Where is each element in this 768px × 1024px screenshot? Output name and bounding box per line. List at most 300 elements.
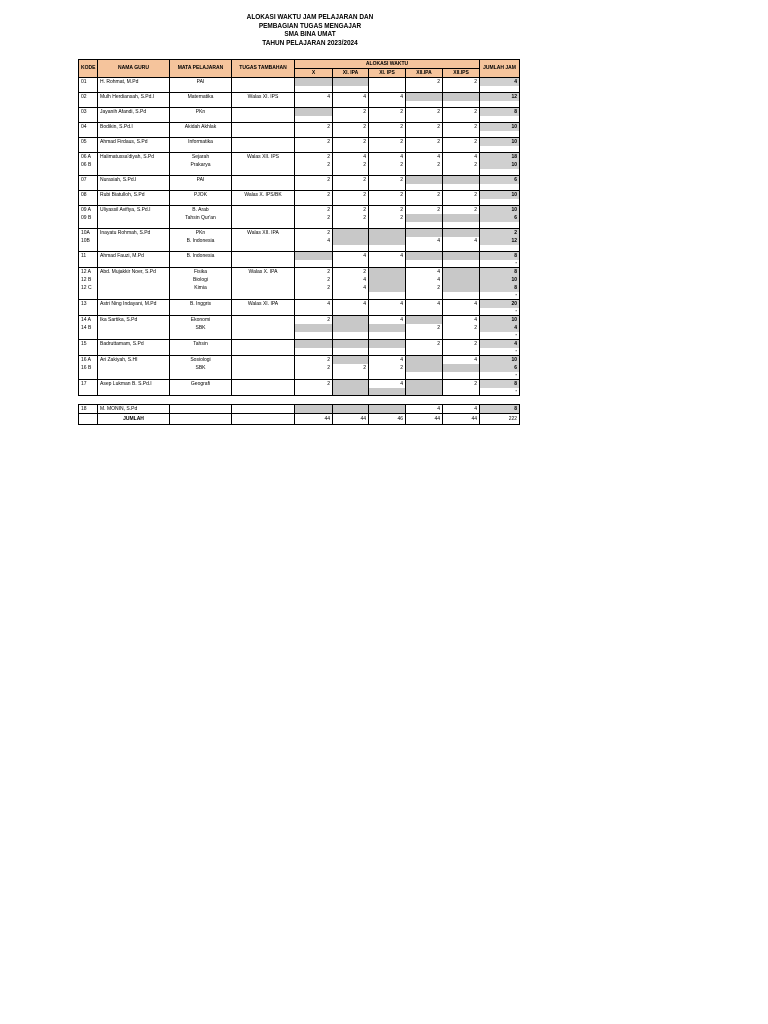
empty-cell <box>232 260 295 268</box>
alokasi-xii-ips-cell <box>443 284 480 292</box>
empty-cell <box>170 260 232 268</box>
header-jumlah-jam: JUMLAH JAM <box>480 60 520 78</box>
alokasi-x-cell <box>295 388 333 396</box>
alokasi-xi-ipa-cell <box>333 380 369 389</box>
alokasi-xii-ips-cell <box>443 268 480 277</box>
table-row <box>79 252 520 261</box>
alokasi-xii-ipa-cell: 2 <box>406 191 443 200</box>
alokasi-xii-ipa-cell <box>406 214 443 222</box>
alokasi-xii-ipa-cell <box>406 176 443 185</box>
empty-cell <box>170 292 232 300</box>
tugas-tambahan-cell <box>232 276 295 284</box>
header-class-xii-ipa: XII.IPA <box>406 69 443 78</box>
alokasi-xi-ips-cell: 4 <box>369 316 406 325</box>
alokasi-x-cell: 4 <box>295 300 333 309</box>
jumlah-jam-cell: - <box>480 260 520 268</box>
empty-cell <box>79 292 98 300</box>
table-row <box>79 214 520 222</box>
blank-row <box>79 372 520 380</box>
mata-pelajaran-cell: Biologi <box>170 276 232 284</box>
alokasi-xii-ipa-cell <box>406 356 443 365</box>
alokasi-xi-ipa-cell: 4 <box>333 276 369 284</box>
alokasi-xii-ipa-cell <box>406 316 443 325</box>
nama-guru-cell: Jayanih Afandi, S.Pd <box>98 108 170 117</box>
mata-pelajaran-cell: Fisika <box>170 268 232 277</box>
table-row <box>79 324 520 332</box>
alokasi-xii-ips-cell: 2 <box>443 138 480 147</box>
alokasi-x-cell: 4 <box>295 237 333 245</box>
tugas-tambahan-cell <box>232 214 295 222</box>
alokasi-x-cell: 2 <box>295 229 333 238</box>
kode-cell: 09 B <box>79 214 98 222</box>
alokasi-xi-ipa-cell: 2 <box>333 108 369 117</box>
table-row <box>79 93 520 102</box>
empty-cell <box>232 332 295 340</box>
kode-cell: 01 <box>79 78 98 87</box>
tugas-tambahan-cell: Walas XI. IPS <box>232 93 295 102</box>
alokasi-x-cell: 2 <box>295 380 333 389</box>
table-row <box>79 108 520 117</box>
alokasi-xii-ips-cell <box>443 292 480 300</box>
alokasi-xi-ips-cell <box>369 372 406 380</box>
tugas-tambahan-cell <box>232 108 295 117</box>
jumlah-jam-cell: 8 <box>480 284 520 292</box>
alokasi-xi-ips-cell <box>369 388 406 396</box>
nama-guru-cell: M. MONIN, S.Pd <box>98 405 170 414</box>
alokasi-xii-ipa-cell: 4 <box>406 300 443 309</box>
jumlah-jam-cell: 10 <box>480 161 520 169</box>
empty-cell <box>232 372 295 380</box>
alokasi-xii-ipa-cell: 4 <box>406 276 443 284</box>
mata-pelajaran-cell: PJOK <box>170 191 232 200</box>
empty-cell <box>79 372 98 380</box>
alokasi-xii-ips-cell <box>443 308 480 316</box>
alokasi-xii-ips-cell <box>443 260 480 268</box>
alokasi-x-cell: 2 <box>295 161 333 169</box>
alokasi-x-cell: 2 <box>295 191 333 200</box>
empty-cell <box>170 308 232 316</box>
alokasi-x-cell <box>295 348 333 356</box>
jumlah-jam-cell: 6 <box>480 214 520 222</box>
header-class-xi-ipa: XI. IPA <box>333 69 369 78</box>
alokasi-xii-ips-cell: 2 <box>443 206 480 215</box>
alokasi-xi-ipa-cell: 2 <box>333 191 369 200</box>
empty-cell <box>98 372 170 380</box>
alokasi-xi-ips-cell: 4 <box>369 356 406 365</box>
alokasi-xii-ipa-cell: 4 <box>406 268 443 277</box>
alokasi-x-cell: 2 <box>295 276 333 284</box>
alokasi-xi-ips-cell <box>369 292 406 300</box>
alokasi-xii-ips-cell: 2 <box>443 340 480 349</box>
table-row <box>79 161 520 169</box>
document-title <box>190 14 429 48</box>
empty-cell <box>79 308 98 316</box>
jumlah-jam-cell: 6 <box>480 176 520 185</box>
alokasi-xi-ips-cell: 2 <box>369 138 406 147</box>
header-class-xi-ips: XI. IPS <box>369 69 406 78</box>
alokasi-xii-ips-cell: 2 <box>443 78 480 87</box>
nama-guru-cell <box>98 161 170 169</box>
alokasi-xii-ipa-cell <box>406 348 443 356</box>
empty-cell <box>79 332 98 340</box>
empty-cell <box>98 308 170 316</box>
nama-guru-cell: Uliyassil Avifiya, S.Pd.I <box>98 206 170 215</box>
kode-cell: 15 <box>79 340 98 349</box>
tugas-tambahan-cell <box>232 324 295 332</box>
jumlah-jam-cell: 18 <box>480 153 520 162</box>
nama-guru-cell: Halimatussa'diyah, S.Pd <box>98 153 170 162</box>
table-row <box>79 405 520 414</box>
title-line-2: PEMBAGIAN TUGAS MENGAJAR <box>258 22 362 30</box>
alokasi-x-cell: 2 <box>295 268 333 277</box>
mata-pelajaran-cell: B. Inggris <box>170 300 232 309</box>
jumlah-jam-cell: 10 <box>480 206 520 215</box>
alokasi-xii-ips-cell <box>443 252 480 261</box>
kode-cell: 16 B <box>79 364 98 372</box>
alokasi-xii-ipa-cell <box>406 364 443 372</box>
tugas-tambahan-cell <box>232 284 295 292</box>
alokasi-xi-ips-cell: 4 <box>369 300 406 309</box>
alokasi-xi-ips-cell <box>369 405 406 414</box>
alokasi-xii-ips-cell <box>443 388 480 396</box>
mata-pelajaran-cell: Geografi <box>170 380 232 389</box>
alokasi-xi-ipa-cell: 4 <box>333 284 369 292</box>
alokasi-xii-ips-cell: 2 <box>443 324 480 332</box>
jumlah-xi-ips: 46 <box>369 414 406 425</box>
jumlah-jam-cell: 8 <box>480 252 520 261</box>
tugas-tambahan-cell <box>232 340 295 349</box>
table-row <box>79 276 520 284</box>
alokasi-xi-ips-cell: 2 <box>369 123 406 132</box>
table-body <box>79 78 520 414</box>
alokasi-x-cell: 2 <box>295 316 333 325</box>
nama-guru-cell: Asep Lukman B. S.Pd.I <box>98 380 170 389</box>
tugas-tambahan-cell: Walas XI. IPA <box>232 300 295 309</box>
alokasi-xi-ipa-cell <box>333 229 369 238</box>
mata-pelajaran-cell: Matematika <box>170 93 232 102</box>
mata-pelajaran-cell: Prakarya <box>170 161 232 169</box>
alokasi-xii-ipa-cell: 2 <box>406 324 443 332</box>
mata-pelajaran-cell: SBK <box>170 324 232 332</box>
alokasi-xi-ipa-cell <box>333 340 369 349</box>
alokasi-x-cell <box>295 292 333 300</box>
alokasi-xii-ipa-cell <box>406 260 443 268</box>
header-alokasi-waktu: ALOKASI WAKTU <box>295 60 480 69</box>
mata-pelajaran-cell: Ekonomi <box>170 316 232 325</box>
alokasi-xi-ips-cell <box>369 276 406 284</box>
alokasi-xi-ips-cell <box>369 78 406 87</box>
table-row <box>79 340 520 349</box>
alokasi-x-cell: 4 <box>295 93 333 102</box>
jumlah-label: JUMLAH <box>98 414 170 425</box>
jumlah-jam-cell: 8 <box>480 405 520 414</box>
alokasi-xi-ips-cell: 2 <box>369 206 406 215</box>
kode-cell: 12 C <box>79 284 98 292</box>
empty-cell <box>170 332 232 340</box>
alokasi-xii-ipa-cell <box>406 388 443 396</box>
alokasi-xi-ipa-cell: 2 <box>333 206 369 215</box>
tugas-tambahan-cell <box>232 138 295 147</box>
alokasi-xi-ipa-cell <box>333 260 369 268</box>
empty-cell <box>232 348 295 356</box>
nama-guru-cell: H. Rohmat, M.Pd <box>98 78 170 87</box>
jumlah-jam-cell: 10 <box>480 123 520 132</box>
nama-guru-cell: Ari Zakiyah, S.HI <box>98 356 170 365</box>
alokasi-xi-ipa-cell: 2 <box>333 161 369 169</box>
alokasi-xi-ipa-cell: 2 <box>333 176 369 185</box>
table-row <box>79 176 520 185</box>
mata-pelajaran-cell: PKn <box>170 229 232 238</box>
kode-cell: 06 B <box>79 161 98 169</box>
table-row <box>79 380 520 389</box>
alokasi-x-cell <box>295 252 333 261</box>
alokasi-xi-ipa-cell: 2 <box>333 268 369 277</box>
alokasi-xii-ips-cell: 2 <box>443 108 480 117</box>
empty-cell <box>232 308 295 316</box>
nama-guru-cell <box>98 284 170 292</box>
alokasi-x-cell: 2 <box>295 153 333 162</box>
header-tugas-tambahan: TUGAS TAMBAHAN <box>232 60 295 78</box>
table-row <box>79 191 520 200</box>
alokasi-xii-ipa-cell <box>406 380 443 389</box>
alokasi-xii-ips-cell <box>443 214 480 222</box>
kode-cell: 05 <box>79 138 98 147</box>
kode-cell: 16 A <box>79 356 98 365</box>
jumlah-jam-cell: 12 <box>480 237 520 245</box>
kode-cell: 14 A <box>79 316 98 325</box>
jumlah-xi-ipa: 44 <box>333 414 369 425</box>
alokasi-xi-ipa-cell <box>333 308 369 316</box>
alokasi-xi-ips-cell: 2 <box>369 176 406 185</box>
alokasi-xii-ips-cell: 2 <box>443 161 480 169</box>
alokasi-x-cell <box>295 372 333 380</box>
empty-cell <box>79 388 98 396</box>
tugas-tambahan-cell <box>232 78 295 87</box>
alokasi-xi-ips-cell <box>369 324 406 332</box>
mata-pelajaran-cell: Informatika <box>170 138 232 147</box>
title-line-3: SMA BINA UMAT <box>284 31 336 38</box>
mata-pelajaran-cell: SBK <box>170 364 232 372</box>
alokasi-xi-ips-cell: 4 <box>369 252 406 261</box>
alokasi-xii-ipa-cell <box>406 332 443 340</box>
blank-row <box>79 332 520 340</box>
jumlah-xii-ipa: 44 <box>406 414 443 425</box>
alokasi-xi-ipa-cell <box>333 348 369 356</box>
jumlah-jam-cell: 2 <box>480 229 520 238</box>
tugas-tambahan-cell <box>232 364 295 372</box>
mata-pelajaran-cell: Kimia <box>170 284 232 292</box>
table-row <box>79 206 520 215</box>
spacer-row <box>79 396 520 405</box>
alokasi-xii-ips-cell <box>443 372 480 380</box>
alokasi-xi-ips-cell <box>369 229 406 238</box>
kode-cell: 04 <box>79 123 98 132</box>
alokasi-x-cell: 2 <box>295 176 333 185</box>
jumlah-jam-cell: - <box>480 348 520 356</box>
alokasi-xi-ipa-cell <box>333 372 369 380</box>
tugas-tambahan-cell <box>232 206 295 215</box>
alokasi-x-cell <box>295 260 333 268</box>
alokasi-xii-ipa-cell <box>406 252 443 261</box>
jumlah-kode-cell <box>79 414 98 425</box>
kode-cell: 14 B <box>79 324 98 332</box>
alokasi-xi-ipa-cell <box>333 388 369 396</box>
alokasi-xi-ips-cell: 2 <box>369 161 406 169</box>
empty-cell <box>98 348 170 356</box>
kode-cell: 12 A <box>79 268 98 277</box>
table-row <box>79 229 520 238</box>
kode-cell: 10A <box>79 229 98 238</box>
jumlah-jam-cell: 4 <box>480 340 520 349</box>
nama-guru-cell <box>98 276 170 284</box>
nama-guru-cell <box>98 214 170 222</box>
alokasi-xii-ipa-cell <box>406 93 443 102</box>
header-mata-pelajaran: MATA PELAJARAN <box>170 60 232 78</box>
alokasi-xi-ipa-cell <box>333 78 369 87</box>
kode-cell: 03 <box>79 108 98 117</box>
alokasi-x-cell: 2 <box>295 123 333 132</box>
alokasi-xi-ips-cell: 2 <box>369 364 406 372</box>
table-row <box>79 364 520 372</box>
kode-cell: 11 <box>79 252 98 261</box>
blank-row <box>79 260 520 268</box>
alokasi-xi-ipa-cell <box>333 292 369 300</box>
jumlah-jam-cell: 20 <box>480 300 520 309</box>
kode-cell: 07 <box>79 176 98 185</box>
kode-cell: 08 <box>79 191 98 200</box>
alokasi-xii-ips-cell <box>443 93 480 102</box>
table-row <box>79 356 520 365</box>
mata-pelajaran-cell: Tahsin Qur'an <box>170 214 232 222</box>
alokasi-x-cell: 2 <box>295 138 333 147</box>
empty-cell <box>98 388 170 396</box>
jumlah-jam-cell: 10 <box>480 356 520 365</box>
alokasi-xi-ips-cell <box>369 332 406 340</box>
jumlah-jam-cell: - <box>480 308 520 316</box>
jumlah-jam-cell: 10 <box>480 316 520 325</box>
alokasi-xi-ipa-cell <box>333 405 369 414</box>
mata-pelajaran-cell <box>170 405 232 414</box>
mata-pelajaran-cell: Sejarah <box>170 153 232 162</box>
alokasi-xi-ipa-cell: 2 <box>333 123 369 132</box>
nama-guru-cell: Ahmad Firdaus, S.Pd <box>98 138 170 147</box>
nama-guru-cell: Bodikin, S.Pd.I <box>98 123 170 132</box>
table-row <box>79 153 520 162</box>
jumlah-jam-cell: 8 <box>480 268 520 277</box>
empty-cell <box>79 348 98 356</box>
nama-guru-cell <box>98 364 170 372</box>
empty-cell <box>98 260 170 268</box>
kode-cell: 18 <box>79 405 98 414</box>
alokasi-xi-ips-cell: 2 <box>369 191 406 200</box>
alokasi-xii-ipa-cell: 4 <box>406 237 443 245</box>
alokasi-xi-ips-cell <box>369 284 406 292</box>
title-line-1: ALOKASI WAKTU JAM PELAJARAN DAN <box>246 14 374 21</box>
alokasi-xii-ips-cell: 4 <box>443 405 480 414</box>
jumlah-row <box>79 414 520 425</box>
allocation-table <box>78 59 520 425</box>
tugas-tambahan-cell <box>232 237 295 245</box>
table-row <box>79 268 520 277</box>
alokasi-x-cell <box>295 332 333 340</box>
tugas-tambahan-cell <box>232 380 295 389</box>
header-class-xii-ips: XII.IPS <box>443 69 480 78</box>
alokasi-xi-ips-cell <box>369 268 406 277</box>
table-row <box>79 138 520 147</box>
empty-cell <box>232 292 295 300</box>
alokasi-xi-ips-cell: 2 <box>369 108 406 117</box>
alokasi-xii-ipa-cell <box>406 308 443 316</box>
jumlah-empty-cell <box>232 414 295 425</box>
kode-cell: 17 <box>79 380 98 389</box>
jumlah-x: 44 <box>295 414 333 425</box>
mata-pelajaran-cell: Sosiologi <box>170 356 232 365</box>
nama-guru-cell: Rubi Biatulloh, S.Pd <box>98 191 170 200</box>
table-row <box>79 123 520 132</box>
alokasi-x-cell <box>295 108 333 117</box>
tugas-tambahan-cell: Walas X. IPS/BK <box>232 191 295 200</box>
alokasi-xi-ips-cell <box>369 340 406 349</box>
blank-row <box>79 292 520 300</box>
jumlah-jam-cell: 4 <box>480 324 520 332</box>
jumlah-jam-cell: - <box>480 388 520 396</box>
alokasi-xii-ips-cell: 4 <box>443 153 480 162</box>
alokasi-x-cell <box>295 324 333 332</box>
blank-row <box>79 308 520 316</box>
jumlah-jam-cell: 10 <box>480 138 520 147</box>
mata-pelajaran-cell: B. Indonesia <box>170 252 232 261</box>
alokasi-xi-ipa-cell <box>333 324 369 332</box>
empty-cell <box>98 292 170 300</box>
jumlah-jam-cell: 10 <box>480 276 520 284</box>
alokasi-xi-ipa-cell <box>333 237 369 245</box>
alokasi-xi-ips-cell: 4 <box>369 93 406 102</box>
alokasi-xii-ipa-cell: 2 <box>406 108 443 117</box>
mata-pelajaran-cell: B. Arab <box>170 206 232 215</box>
jumlah-jam-cell: - <box>480 372 520 380</box>
jumlah-jam-cell: 4 <box>480 78 520 87</box>
tugas-tambahan-cell <box>232 405 295 414</box>
spacer-cell <box>79 396 520 405</box>
jumlah-jam-cell: - <box>480 332 520 340</box>
kode-cell: 02 <box>79 93 98 102</box>
nama-guru-cell: Inayatu Rohmah, S.Pd <box>98 229 170 238</box>
alokasi-xii-ips-cell: 2 <box>443 380 480 389</box>
kode-cell: 13 <box>79 300 98 309</box>
alokasi-xii-ips-cell <box>443 364 480 372</box>
kode-cell: 10B <box>79 237 98 245</box>
alokasi-xii-ipa-cell: 4 <box>406 153 443 162</box>
table-row <box>79 78 520 87</box>
kode-cell: 12 B <box>79 276 98 284</box>
alokasi-xii-ipa-cell: 2 <box>406 138 443 147</box>
alokasi-xii-ipa-cell <box>406 292 443 300</box>
alokasi-xi-ips-cell: 4 <box>369 380 406 389</box>
tugas-tambahan-cell <box>232 176 295 185</box>
alokasi-xii-ips-cell: 4 <box>443 300 480 309</box>
empty-cell <box>170 372 232 380</box>
tugas-tambahan-cell: Walas XII. IPA <box>232 229 295 238</box>
empty-cell <box>170 348 232 356</box>
nama-guru-cell: Nurasiah, S.Pd.I <box>98 176 170 185</box>
mata-pelajaran-cell: PKn <box>170 108 232 117</box>
nama-guru-cell: Abd. Mujakkir Noer, S.Pd <box>98 268 170 277</box>
table-row <box>79 237 520 245</box>
alokasi-xi-ips-cell <box>369 348 406 356</box>
alokasi-xii-ipa-cell: 2 <box>406 123 443 132</box>
alokasi-xii-ipa-cell: 2 <box>406 78 443 87</box>
alokasi-xii-ipa-cell <box>406 372 443 380</box>
